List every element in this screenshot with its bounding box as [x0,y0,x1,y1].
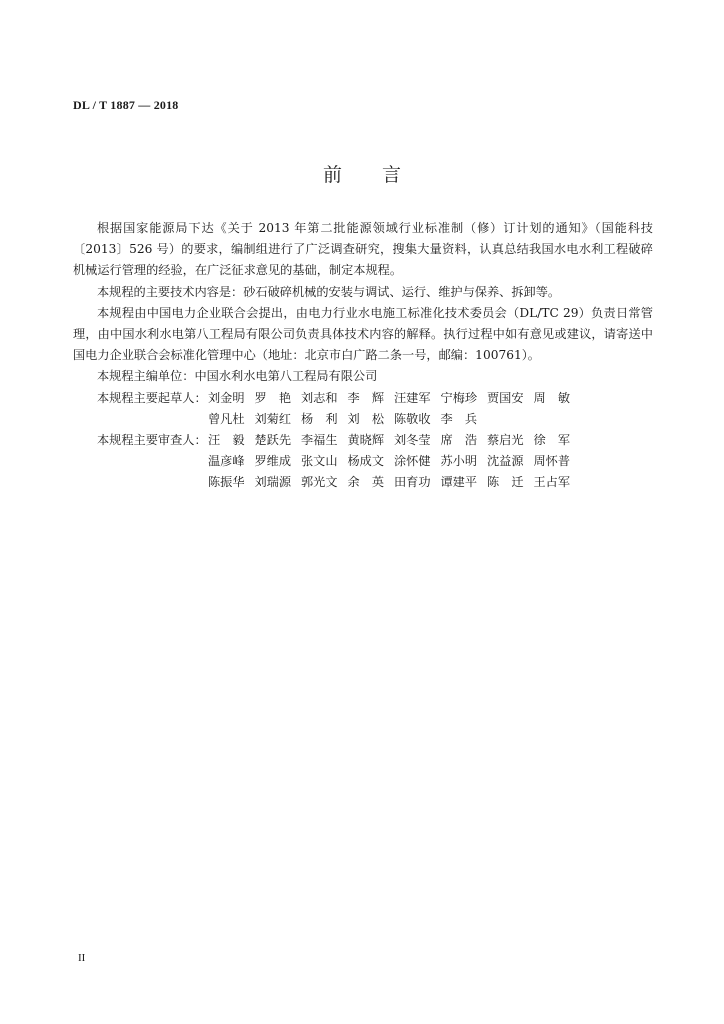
person-name: 刘瑞源 [254,475,292,490]
person-name: 贾国安 [487,390,524,405]
document-code: DL / T 1887 — 2018 [73,98,179,112]
paragraph: 本规程的主要技术内容是：砂石破碎机械的安装与调试、运行、维护与保养、拆卸等。 [97,284,561,299]
person-name: 楚跃先 [254,433,292,447]
reviewers-line [73,472,653,493]
person-name: 田育功 [394,475,431,490]
person-name: 杨成文 [347,454,385,469]
person-name: 徐 军 [533,433,571,447]
person-name: 温彦峰 [208,454,245,469]
paragraph: 本规程由中国电力企业联合会提出，由电力行业水电施工标准化技术委员会（DL/TC 29）负责日常管理，由中国水利水电第八工程局有限公司负责具体技术内容的解释。执行过程中如有意见或建议，请寄送中国电力企业联合会标准化管理中心（地址：北京市白广路二条一号，邮编：100761）。 [73,305,653,363]
drafters-label: 本规程主要起草人： [97,390,207,405]
person-name: 蔡启光 [487,433,524,447]
person-name: 李 兵 [440,411,478,426]
drafters-names [208,388,580,409]
reviewers-names [208,451,580,472]
person-name: 刘菊红 [254,411,292,426]
title-char-left: 前 [322,164,342,186]
drafters-names [208,409,487,430]
person-name: 李 辉 [347,390,385,405]
person-name: 刘志和 [301,390,338,405]
person-name: 周怀普 [533,454,571,469]
person-name: 周 敏 [533,390,571,405]
reviewers-line [73,451,653,472]
person-name: 陈 迁 [487,475,524,490]
reviewers-label: 本规程主要审查人： [97,433,207,447]
person-name: 曾凡杜 [208,411,245,426]
reviewers-names [208,472,580,493]
preface-body [73,218,653,494]
person-name: 汪 毅 [208,433,245,447]
person-name: 罗 艳 [254,390,292,405]
chief-editor-unit: 本规程主编单位：中国水利水电第八工程局有限公司 [97,369,378,384]
page-title [0,160,724,187]
drafters-line [73,388,653,409]
person-name: 黄晓辉 [347,433,385,447]
person-name: 罗维成 [254,454,292,469]
person-name: 陈振华 [208,475,245,490]
person-name: 刘 松 [347,411,385,426]
person-name: 刘冬莹 [394,433,431,447]
reviewers-names [208,430,580,451]
person-name: 郭光文 [301,475,338,490]
person-name: 谭建平 [440,475,478,490]
paragraph: 根据国家能源局下达《关于 2013 年第二批能源领域行业标准制（修）订计划的通知》（国能科技〔2013〕526 号）的要求，编制组进行了广泛调查研究，搜集大量资料，认真总结我国水电水利工程破碎机械运行管理的经验，在广泛征求意见的基础，制定本规程。 [73,221,653,278]
person-name: 王占军 [533,475,571,490]
person-name: 沈益源 [487,454,524,469]
title-char-right: 言 [382,164,402,186]
person-name: 汪建军 [394,390,431,405]
person-name: 席 浩 [440,433,478,447]
person-name: 苏小明 [440,454,478,469]
person-name: 张文山 [301,454,338,469]
person-name: 李福生 [301,433,338,447]
person-name: 刘金明 [208,390,245,405]
person-name: 宁梅珍 [440,390,478,405]
person-name: 余 英 [347,475,385,490]
person-name: 陈敬收 [394,411,431,426]
drafters-line [73,409,653,430]
person-name: 杨 利 [301,411,338,426]
page-number: II [78,952,86,964]
person-name: 涂怀健 [394,454,431,469]
reviewers-line [73,430,653,451]
